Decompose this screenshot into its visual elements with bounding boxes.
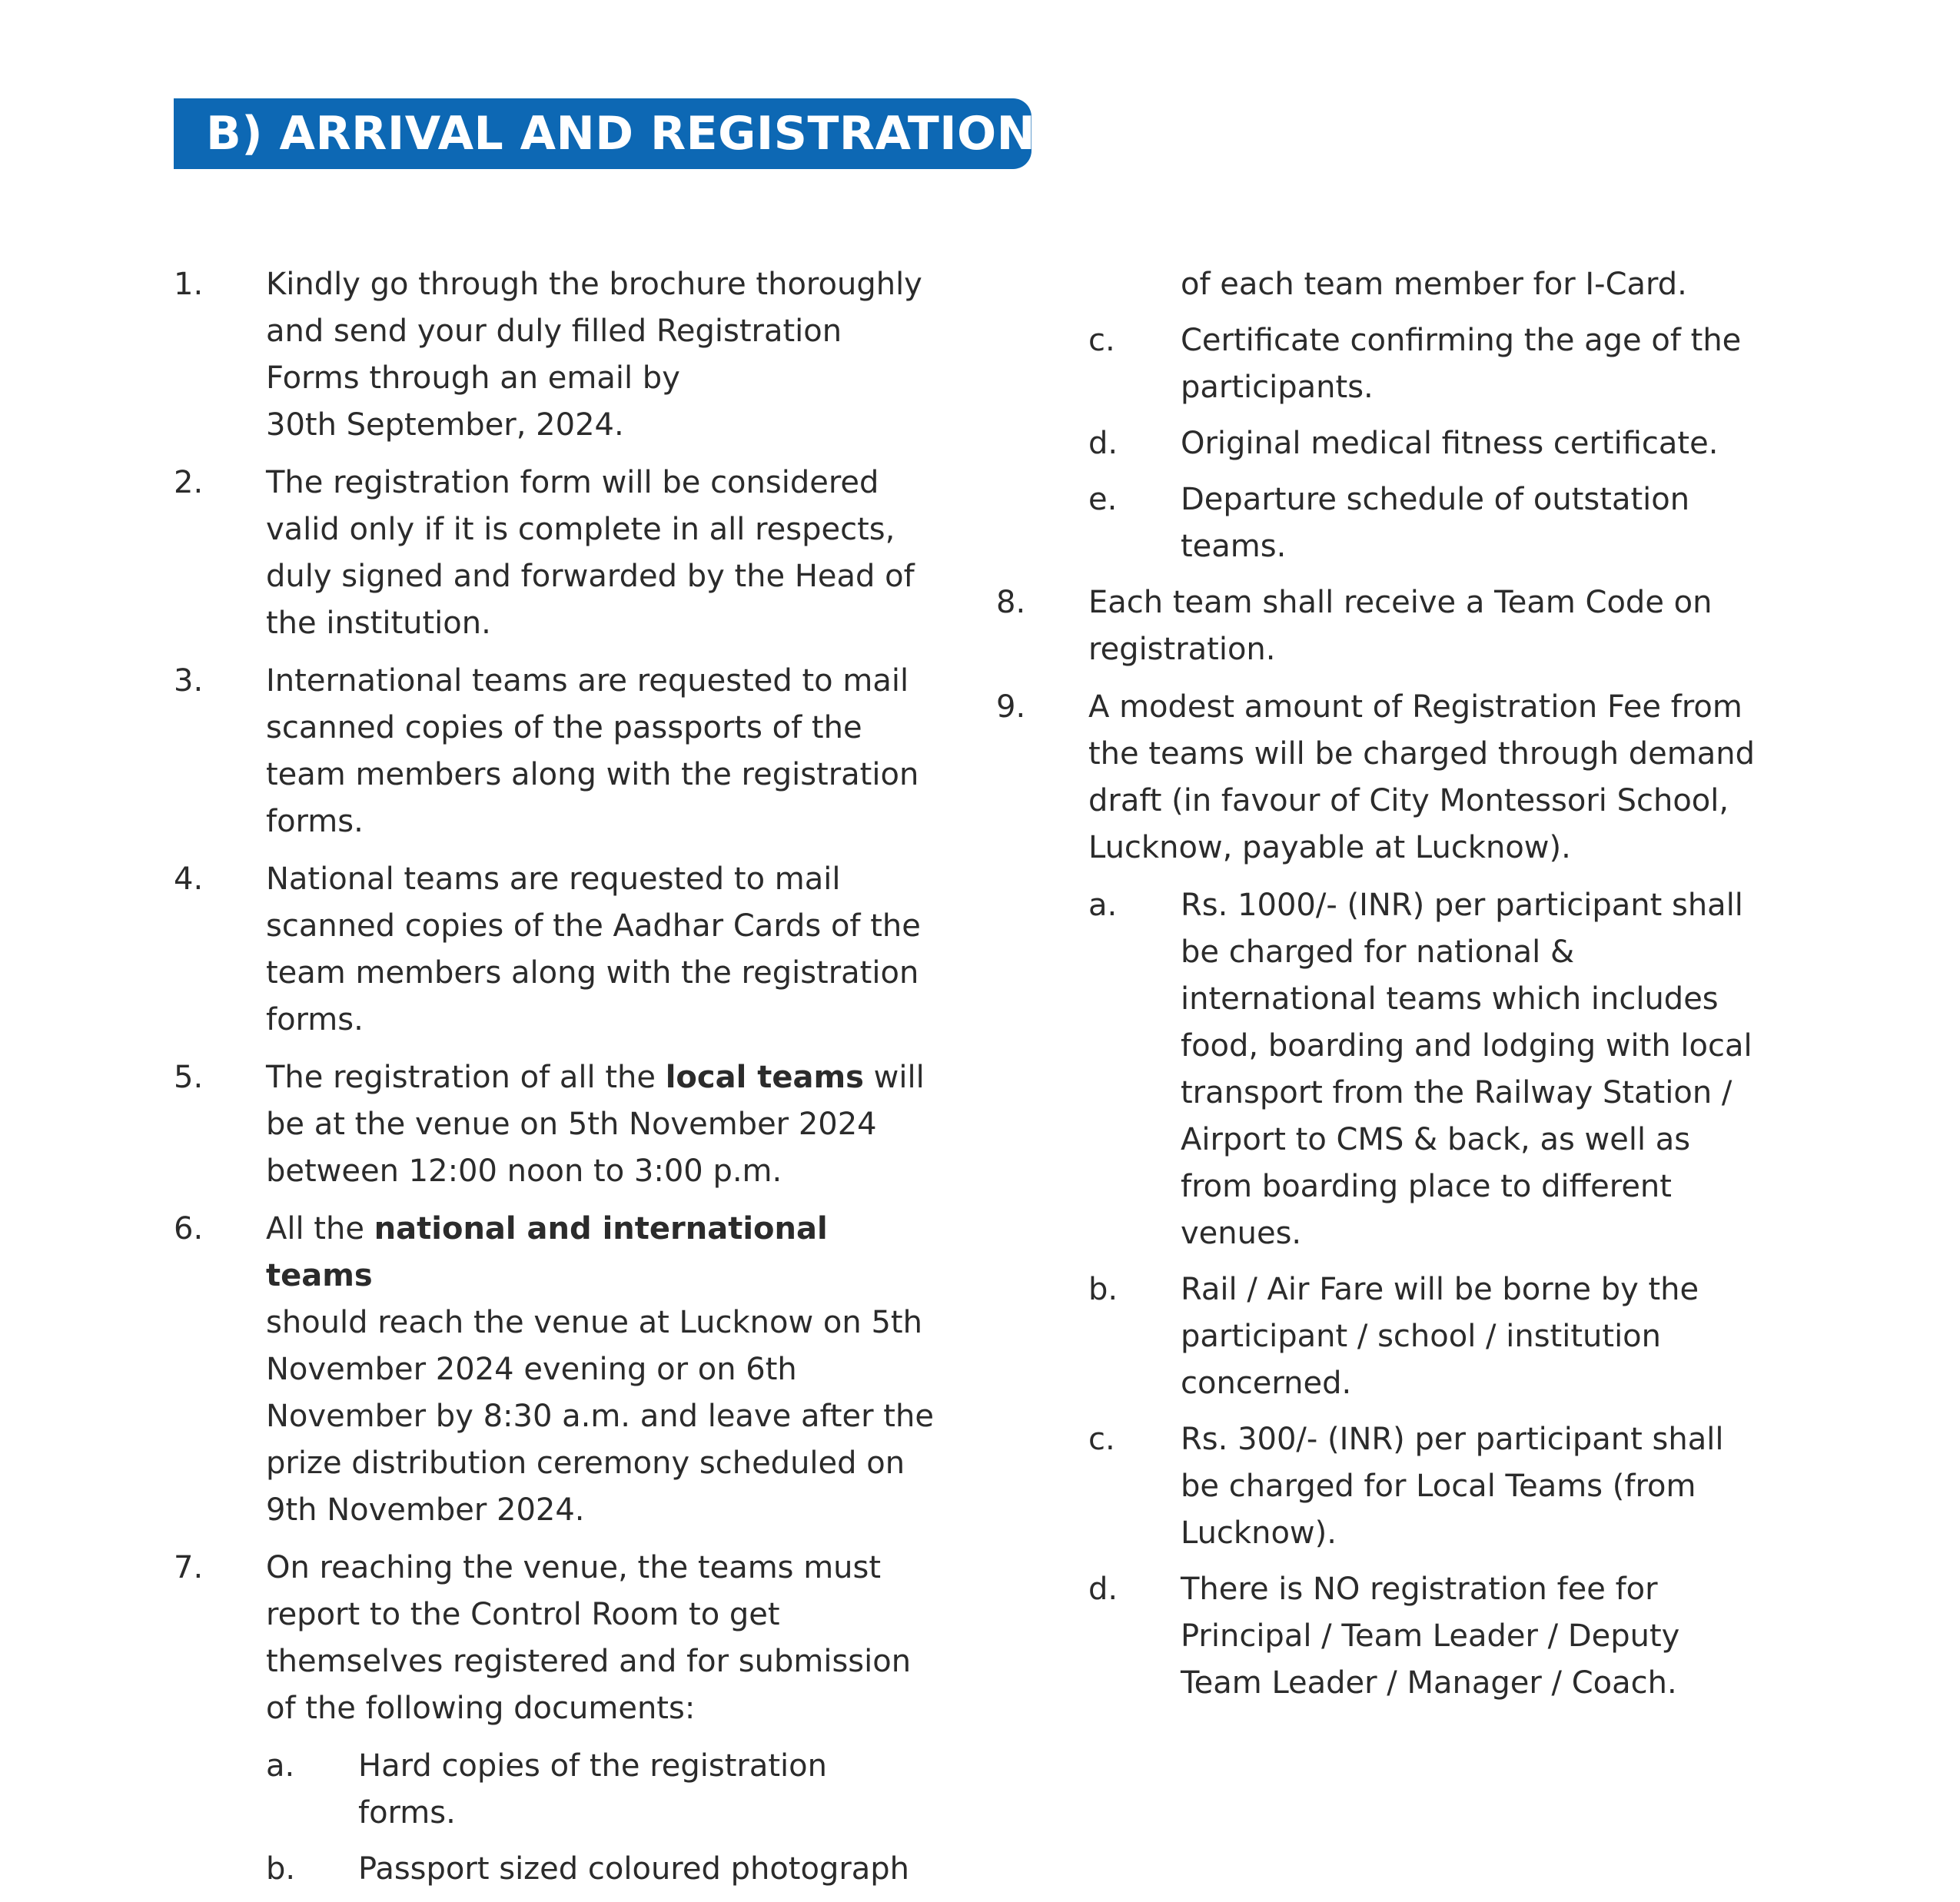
list-item-3 (174, 658, 942, 845)
sub-item-letter: c. (1088, 1422, 1115, 1457)
item-line: International teams are requested to mail (266, 663, 909, 699)
item-line: international teams which includes (1181, 981, 1719, 1017)
item-line: should reach the venue at Lucknow on 5th (266, 1305, 922, 1340)
item-text: will (863, 1060, 925, 1095)
item-line: Kindly go through the brochure thoroughly (266, 267, 922, 302)
item-number: 5. (174, 1060, 204, 1095)
sub-item-letter: d. (1088, 426, 1118, 461)
item-text: The registration of all the (266, 1060, 666, 1095)
item-line: Airport to CMS & back, as well as (1181, 1122, 1691, 1157)
item-line: Forms through an email by (266, 360, 680, 396)
list-item-6 (174, 1206, 942, 1534)
sub-item-letter: e. (1088, 482, 1118, 517)
item-emphasis: national and international teams (266, 1211, 828, 1293)
sub-item-c (1088, 317, 1765, 411)
item-line: team members along with the registration (266, 955, 919, 991)
item-line: be at the venue on 5th November 2024 (266, 1107, 877, 1142)
item-emphasis: local teams (665, 1060, 864, 1095)
item-line: the teams will be charged through demand (1088, 736, 1755, 772)
item-line: scanned copies of the Aadhar Cards of the (266, 908, 921, 944)
sub-item-letter: c. (1088, 323, 1115, 358)
sub-item-letter: d. (1088, 1572, 1118, 1607)
item-line: be charged for Local Teams (from (1181, 1469, 1696, 1504)
item-line: the institution. (266, 606, 491, 641)
item-line: Each team shall receive a Team Code on (1088, 585, 1713, 620)
sub-item-d (1088, 1566, 1765, 1707)
item-line: National teams are requested to mail (266, 861, 841, 897)
item-line: A modest amount of Registration Fee from (1088, 689, 1742, 725)
item-line: draft (in favour of City Montessori School, (1088, 783, 1729, 818)
item-line: Rail / Air Fare will be borne by the (1181, 1272, 1699, 1307)
section-title: B) ARRIVAL AND REGISTRATION (206, 107, 1036, 161)
item-line: Original medical fitness certificate. (1181, 426, 1719, 461)
list-item-1 (174, 261, 942, 449)
sub-item-letter: b. (1088, 1272, 1118, 1307)
section-title-banner (174, 98, 1036, 169)
item-line: between 12:00 noon to 3:00 p.m. (266, 1153, 782, 1189)
sub-item-a (1088, 882, 1765, 1257)
continued-line: of each team member for I-Card. (1181, 267, 1687, 302)
list-item-8 (996, 579, 1765, 673)
item-line: Hard copies of the registration (358, 1748, 827, 1784)
list-item-9 (996, 684, 1765, 871)
item-line: prize distribution ceremony scheduled on (266, 1446, 905, 1481)
item-line: valid only if it is complete in all respects, (266, 512, 895, 547)
item-number: 8. (996, 585, 1026, 620)
item-line: Rs. 1000/- (INR) per participant shall (1181, 888, 1743, 923)
item-line: Departure schedule of outstation (1181, 482, 1690, 517)
item-line: duly signed and forwarded by the Head of (266, 559, 915, 594)
item-line: The registration form will be considered (266, 465, 879, 500)
item-line: November by 8:30 a.m. and leave after the (266, 1399, 934, 1434)
sub-item-c (1088, 1416, 1765, 1557)
right-column (996, 261, 1765, 1716)
item-number: 9. (996, 689, 1026, 725)
item-line: Rs. 300/- (INR) per participant shall (1181, 1422, 1724, 1457)
item-line: participant / school / institution (1181, 1319, 1661, 1354)
item-line: Principal / Team Leader / Deputy (1181, 1618, 1680, 1654)
list-item-7 (174, 1545, 942, 1732)
item-number: 6. (174, 1211, 204, 1246)
list-item-4 (174, 856, 942, 1044)
item-line: team members along with the registration (266, 757, 919, 792)
sub-list-item-9 (1088, 882, 1765, 1707)
item-number: 3. (174, 663, 204, 699)
item-line: 9th November 2024. (266, 1492, 585, 1528)
sub-item-letter: b. (266, 1851, 296, 1887)
item-line: scanned copies of the passports of the (266, 710, 862, 745)
item-line: There is NO registration fee for (1181, 1572, 1658, 1607)
item-line: from boarding place to different (1181, 1169, 1672, 1204)
item-line: forms. (358, 1795, 456, 1831)
item-line: of the following documents: (266, 1691, 696, 1726)
item-line: November 2024 evening or on 6th (266, 1352, 797, 1387)
sub-item-d (1088, 420, 1765, 467)
item-line: themselves registered and for submission (266, 1644, 912, 1679)
item-line: Passport sized coloured photograph (358, 1851, 910, 1887)
sub-item-b (266, 1846, 942, 1893)
sub-list-item-7-continued (1088, 317, 1765, 570)
item-number: 2. (174, 465, 204, 500)
item-line: Team Leader / Manager / Coach. (1181, 1665, 1677, 1701)
item-line: be charged for national & (1181, 934, 1575, 970)
item-number: 7. (174, 1550, 204, 1585)
item-number: 4. (174, 861, 204, 897)
item-line: food, boarding and lodging with local (1181, 1028, 1752, 1064)
item-line: report to the Control Room to get (266, 1597, 780, 1632)
item-line: forms. (266, 1002, 364, 1037)
item-line (266, 1206, 942, 1300)
list-item-2 (174, 460, 942, 647)
item-text: All the (266, 1211, 374, 1246)
item-line: On reaching the venue, the teams must (266, 1550, 882, 1585)
item-line (266, 1054, 942, 1101)
item-line: concerned. (1181, 1366, 1352, 1401)
list-item-5 (174, 1054, 942, 1195)
item-line: Certificate confirming the age of the (1181, 323, 1742, 358)
sub-item-letter: a. (266, 1748, 295, 1784)
item-line: Lucknow). (1181, 1515, 1337, 1551)
item-line: transport from the Railway Station / (1181, 1075, 1732, 1110)
item-number: 1. (174, 267, 204, 302)
sub-item-e (1088, 476, 1765, 570)
item-line: teams. (1181, 529, 1287, 564)
item-line: venues. (1181, 1216, 1302, 1251)
sub-item-a (266, 1743, 942, 1837)
item-line: Lucknow, payable at Lucknow). (1088, 830, 1571, 865)
item-line: registration. (1088, 632, 1276, 667)
item-line: forms. (266, 804, 364, 839)
sub-item-letter: a. (1088, 888, 1118, 923)
item-line: 30th September, 2024. (266, 407, 624, 443)
item-line: participants. (1181, 370, 1374, 405)
item-line: and send your duly filled Registration (266, 314, 842, 349)
left-column (174, 261, 942, 1902)
sub-item-b (1088, 1266, 1765, 1407)
sub-list-item-7 (266, 1743, 942, 1893)
